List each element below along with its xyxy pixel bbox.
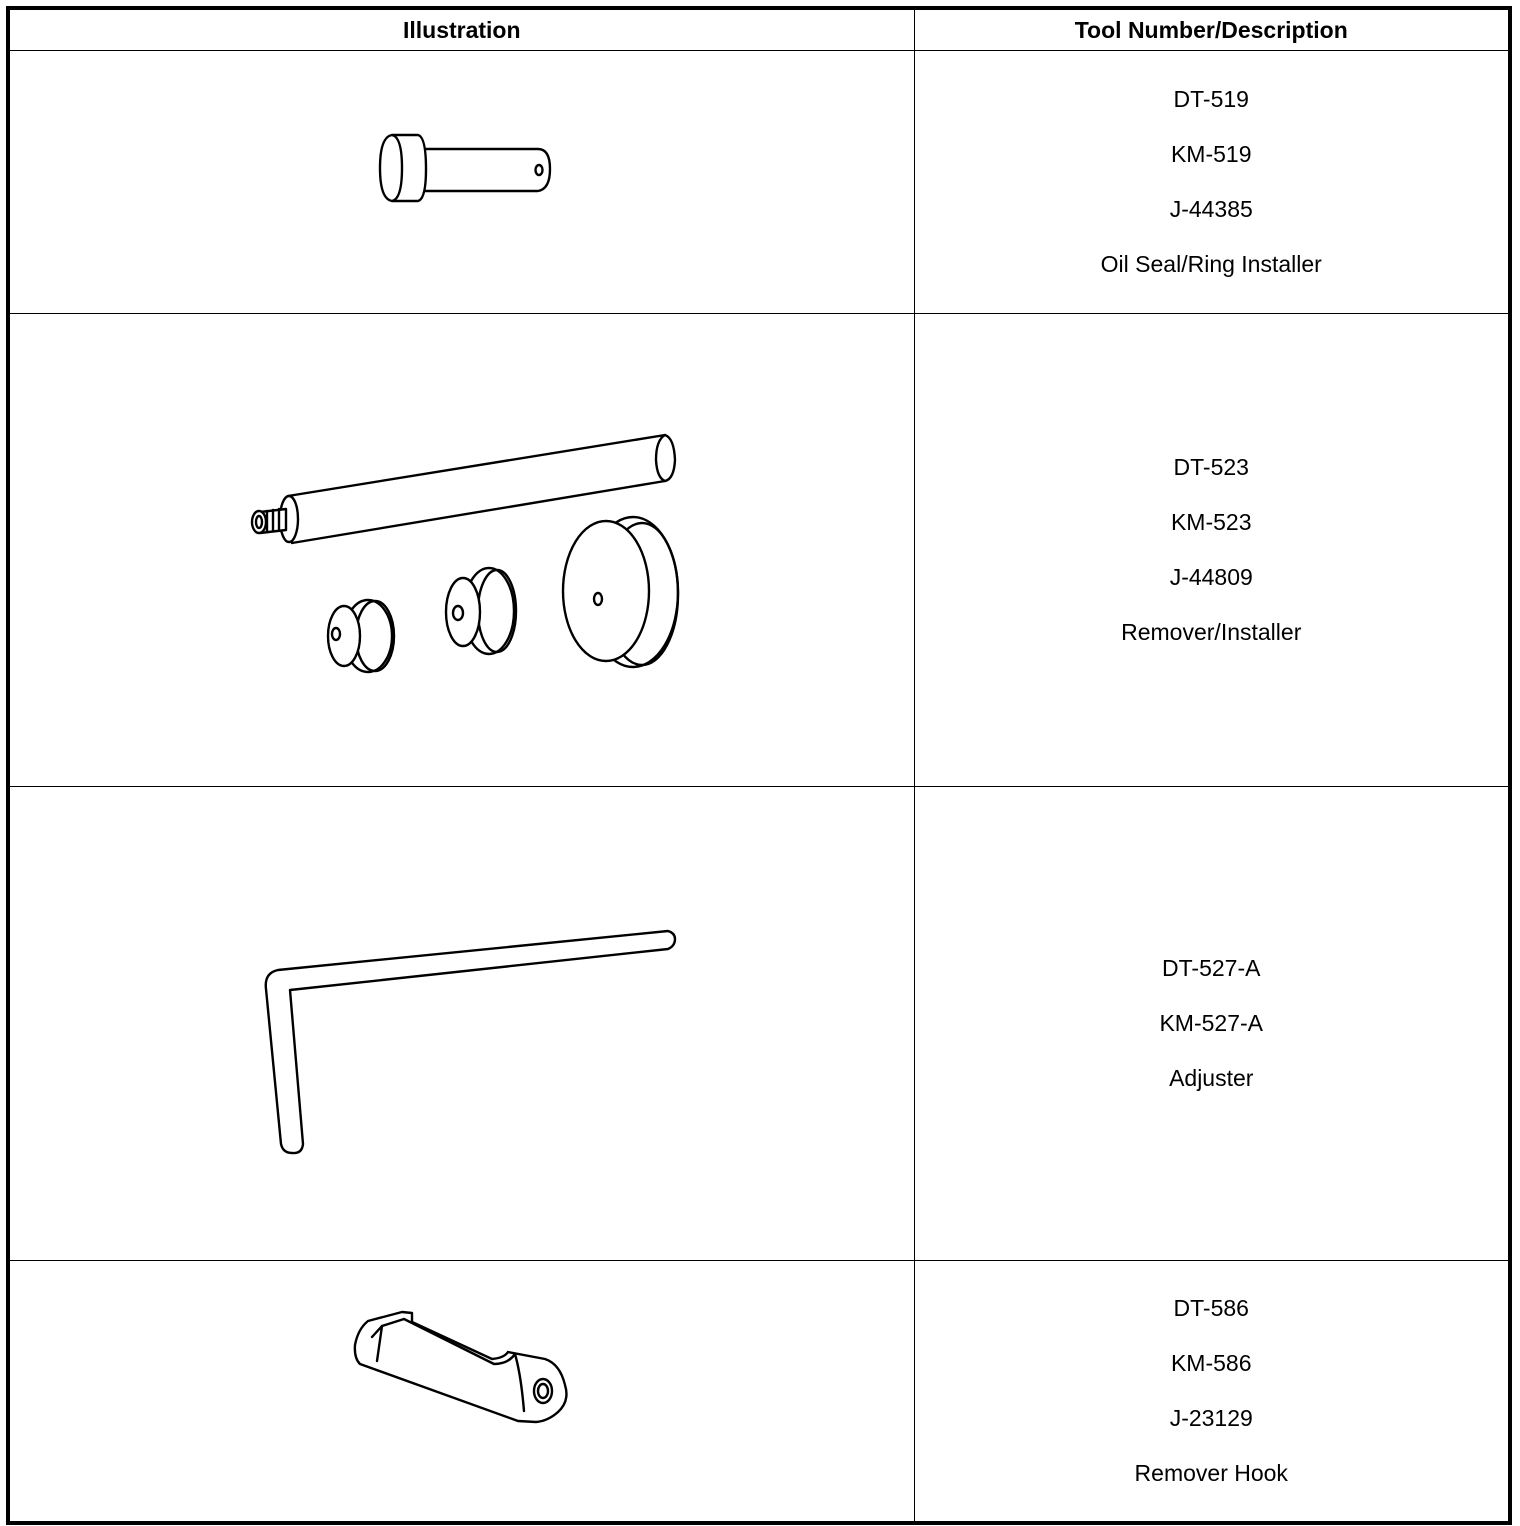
tool-number-dt: DT-527-A xyxy=(1162,955,1261,981)
tool-description: Remover Hook xyxy=(1134,1459,1288,1486)
table-row xyxy=(8,1261,1510,1523)
header-tool-number-description: Tool Number/Description xyxy=(914,8,1510,51)
tool-description-cell xyxy=(914,1261,1510,1523)
tool-number-j: J-23129 xyxy=(1169,1404,1253,1431)
tool-number-km: KM-586 xyxy=(1170,1349,1252,1376)
tool-number-j: J-44809 xyxy=(1169,564,1253,590)
tool-number-dt: DT-523 xyxy=(1173,454,1249,480)
tool-description-cell xyxy=(914,787,1510,1261)
tool-number-km: KM-523 xyxy=(1170,509,1252,535)
header-illustration: Illustration xyxy=(8,8,914,51)
tool-description-cell xyxy=(914,51,1510,314)
tool-description: Oil Seal/Ring Installer xyxy=(1100,251,1322,277)
illustration-cell xyxy=(8,51,914,314)
illustration-cell xyxy=(8,787,914,1261)
remover-hook-icon xyxy=(10,1261,916,1523)
illustration-cell xyxy=(8,314,914,787)
tool-number-j: J-44385 xyxy=(1169,196,1253,222)
tool-description: Adjuster xyxy=(1169,1065,1254,1091)
tool-number-km: KM-519 xyxy=(1170,141,1252,167)
special-tools-table xyxy=(6,6,1512,1525)
illustration-cell xyxy=(8,1261,914,1523)
adjuster-wrench-icon xyxy=(10,787,916,1261)
tool-number-dt: DT-519 xyxy=(1173,86,1249,112)
table-row xyxy=(8,51,1510,314)
tool-description-cell xyxy=(914,314,1510,787)
table-row xyxy=(8,314,1510,787)
tool-number-km: KM-527-A xyxy=(1159,1010,1264,1036)
oil-seal-ring-installer-icon xyxy=(10,51,916,314)
tool-number-dt: DT-586 xyxy=(1173,1294,1249,1321)
table-header-row xyxy=(8,8,1510,51)
remover-installer-set-icon xyxy=(10,314,916,787)
table-row xyxy=(8,787,1510,1261)
tool-description: Remover/Installer xyxy=(1121,619,1302,645)
